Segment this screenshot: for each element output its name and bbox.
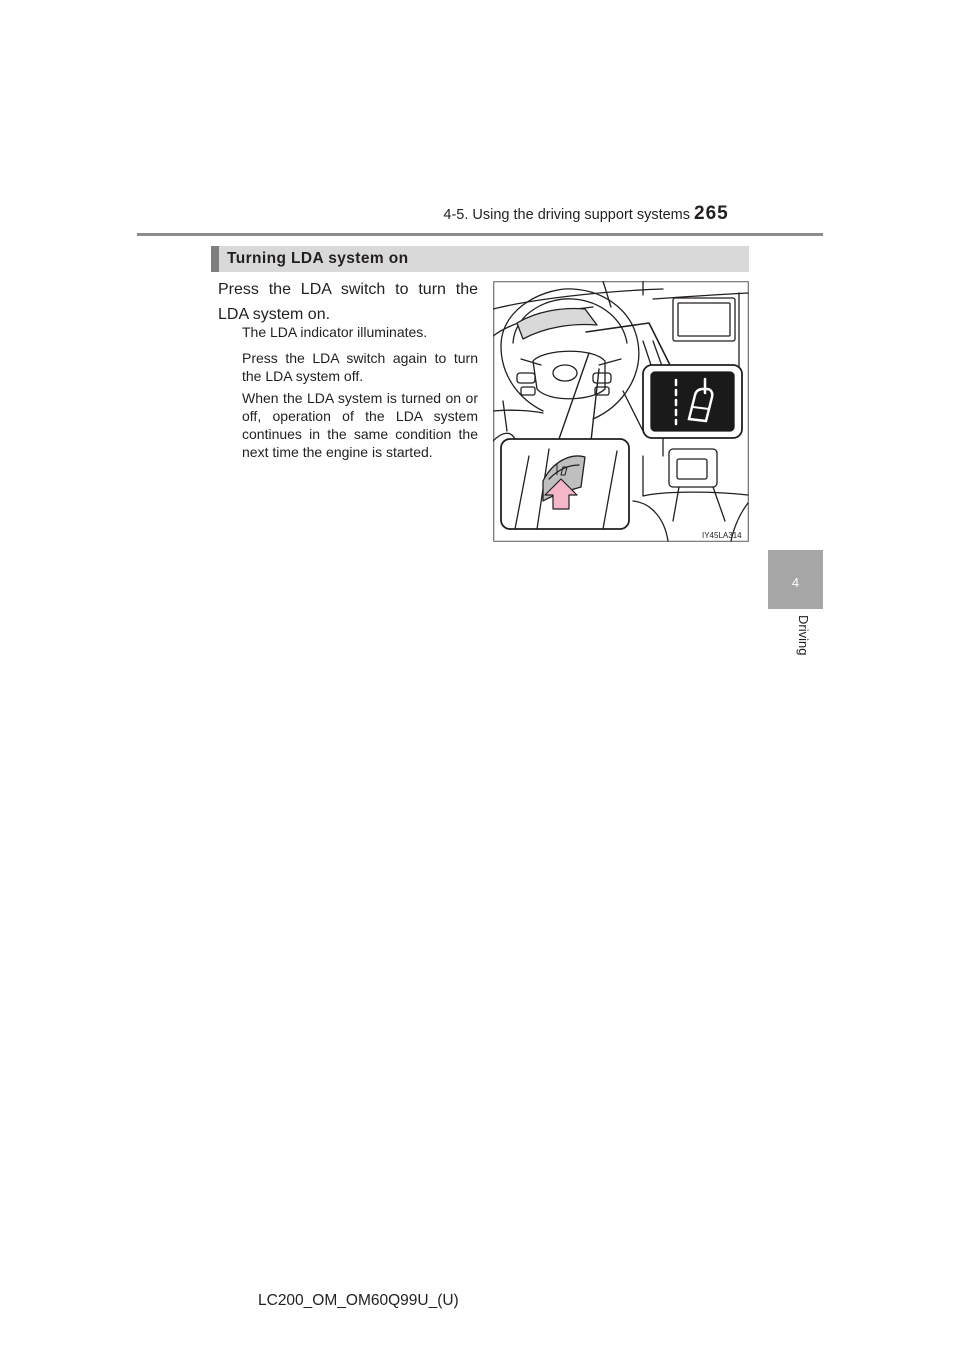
note-indicator: The LDA indicator illuminates. — [242, 324, 428, 340]
header-rule — [137, 233, 823, 236]
chapter-number: 4 — [791, 575, 800, 590]
section-heading-bar — [211, 246, 749, 272]
section-title: Turning LDA system on — [227, 250, 409, 267]
running-header-section: 4-5. Using the driving support systems — [443, 207, 690, 223]
steering-wheel-illustration — [493, 281, 749, 542]
main-instruction: Press the LDA switch to turn the LDA system on. — [218, 281, 478, 323]
page-number: 265 — [694, 203, 729, 224]
illustration-drawing — [493, 281, 749, 542]
figure-code: IY45LA314 — [702, 531, 742, 540]
note-turn-off: Press the LDA switch again to turn the LDA system off. — [242, 350, 478, 384]
footer-document-code: LC200_OM_OM60Q99U_(U) — [258, 1292, 459, 1309]
chapter-label: Driving — [796, 615, 811, 656]
note-memory: When the LDA system is turned on or off, operation of the LDA system continues in the same condition the next time the engine is started. — [242, 390, 478, 460]
section-heading-accent — [211, 246, 219, 272]
